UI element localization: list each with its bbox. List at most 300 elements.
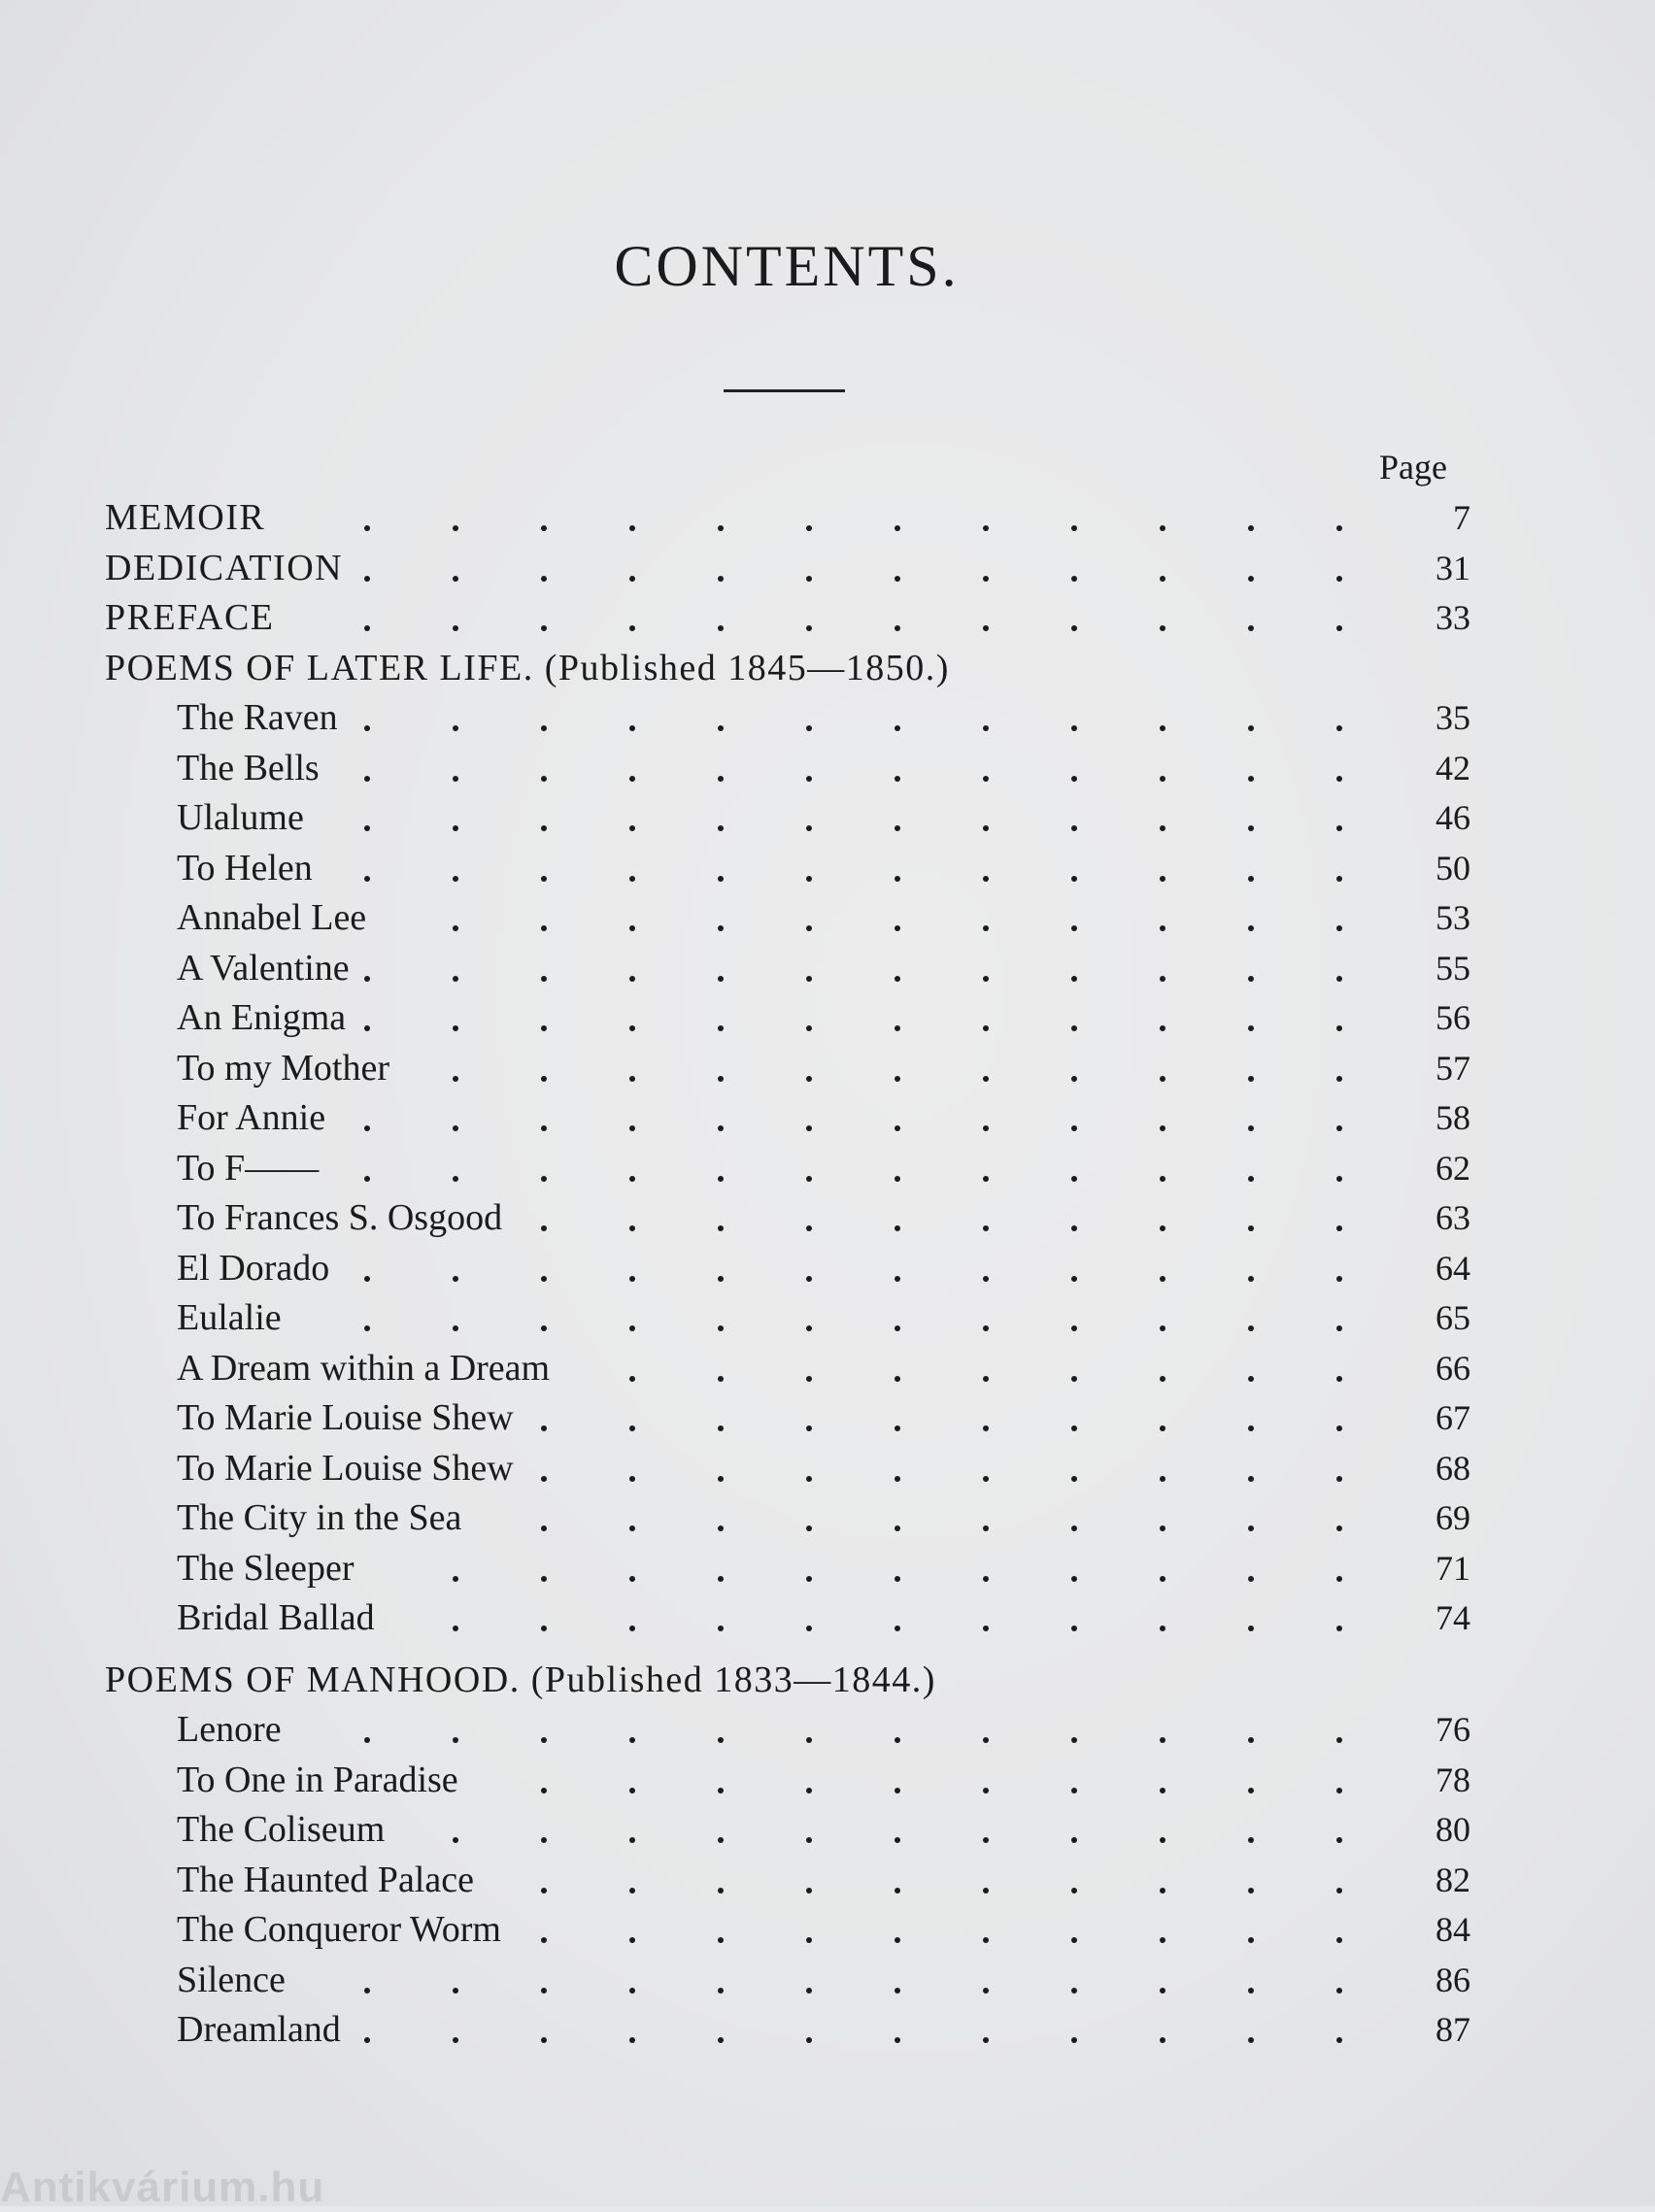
toc-entry xyxy=(0,644,1655,694)
leader-dot xyxy=(1071,1525,1077,1531)
leader-dot xyxy=(1160,925,1165,931)
leader-dot xyxy=(1071,1176,1077,1182)
leader-dot xyxy=(541,1888,547,1894)
toc-entry xyxy=(0,1544,1655,1594)
page-column-label: Page xyxy=(1379,448,1447,486)
leader-dot xyxy=(629,1425,635,1431)
leader-dot xyxy=(718,1937,724,1943)
leader-dot xyxy=(718,1425,724,1431)
leader-dot xyxy=(983,1076,989,1082)
leader-dot xyxy=(1071,825,1077,831)
leader-dot xyxy=(806,725,812,731)
toc-entry xyxy=(0,793,1655,844)
toc-page-number: 53 xyxy=(1435,898,1470,937)
toc-entry xyxy=(0,1905,1655,1956)
leader-dot xyxy=(1071,1276,1077,1282)
toc-entry-title: The Sleeper xyxy=(177,1547,355,1589)
toc-entry-title: To F—— xyxy=(177,1147,320,1189)
toc-page-number: 33 xyxy=(1435,598,1470,637)
leader-dot xyxy=(718,1525,724,1531)
leader-dot xyxy=(1248,925,1254,931)
dot-leader xyxy=(291,1144,1344,1194)
leader-dot xyxy=(1160,976,1165,982)
leader-dot xyxy=(718,2037,724,2043)
leader-dot xyxy=(629,1325,635,1331)
leader-dot xyxy=(718,576,724,582)
leader-dot xyxy=(541,1476,547,1482)
leader-dot xyxy=(806,776,812,782)
toc-entry-title: Bridal Ballad xyxy=(177,1597,375,1638)
leader-dot xyxy=(541,1176,547,1182)
leader-dot xyxy=(1071,1125,1077,1131)
leader-dot xyxy=(718,1888,724,1894)
toc-page-number: 80 xyxy=(1435,1810,1470,1849)
toc-entry xyxy=(0,1493,1655,1544)
leader-dot xyxy=(1336,576,1342,582)
leader-dot xyxy=(1336,1276,1342,1282)
leader-dot xyxy=(1160,1276,1165,1282)
leader-dot xyxy=(895,1837,900,1843)
toc-page-number: 56 xyxy=(1435,998,1470,1037)
toc-entry xyxy=(0,1593,1655,1644)
leader-dot xyxy=(364,725,370,731)
leader-dot xyxy=(541,925,547,931)
leader-dot xyxy=(541,525,547,531)
toc-entry xyxy=(0,1344,1655,1394)
toc-page-number: 57 xyxy=(1435,1048,1470,1088)
toc-entry xyxy=(0,1093,1655,1144)
leader-dot xyxy=(541,1325,547,1331)
toc-entry xyxy=(0,1044,1655,1094)
toc-entry xyxy=(0,1705,1655,1756)
leader-dot xyxy=(629,1837,635,1843)
leader-dot xyxy=(1336,1788,1342,1793)
leader-dot xyxy=(541,1737,547,1743)
leader-dot xyxy=(718,625,724,631)
leader-dot xyxy=(453,976,458,982)
page-title: CONTENTS. xyxy=(614,234,960,298)
leader-dot xyxy=(1336,1937,1342,1943)
leader-dot xyxy=(629,1576,635,1582)
leader-dot xyxy=(364,1737,370,1743)
leader-dot xyxy=(541,1076,547,1082)
leader-dot xyxy=(629,1525,635,1531)
toc-entry-title: To Marie Louise Shew xyxy=(177,1447,514,1489)
leader-dot xyxy=(1160,1425,1165,1431)
leader-dot xyxy=(1336,925,1342,931)
leader-dot xyxy=(364,625,370,631)
leader-dot xyxy=(806,1425,812,1431)
toc-page-number: 86 xyxy=(1435,1960,1470,1999)
toc-entry xyxy=(0,1244,1655,1294)
leader-dot xyxy=(364,1325,370,1331)
leader-dot xyxy=(1248,1076,1254,1082)
toc-entry xyxy=(0,893,1655,944)
leader-dot xyxy=(541,1125,547,1131)
dot-leader xyxy=(291,1593,1344,1644)
leader-dot xyxy=(1336,1837,1342,1843)
leader-dot xyxy=(895,1988,900,1994)
leader-dot xyxy=(541,1225,547,1231)
leader-dot xyxy=(983,625,989,631)
dot-leader xyxy=(291,1805,1344,1856)
leader-dot xyxy=(1336,725,1342,731)
leader-dot xyxy=(806,1788,812,1793)
leader-dot xyxy=(806,1176,812,1182)
leader-dot xyxy=(541,1788,547,1793)
leader-dot xyxy=(718,525,724,531)
toc-entry-title: The Raven xyxy=(177,697,338,738)
toc-entry-title: Eulalie xyxy=(177,1297,282,1338)
leader-dot xyxy=(1336,776,1342,782)
leader-dot xyxy=(1336,976,1342,982)
leader-dot xyxy=(364,525,370,531)
leader-dot xyxy=(806,1125,812,1131)
toc-entry xyxy=(0,744,1655,794)
leader-dot xyxy=(1248,1425,1254,1431)
leader-dot xyxy=(1248,776,1254,782)
leader-dot xyxy=(1248,1225,1254,1231)
toc-entry-title: MEMOIR xyxy=(105,497,266,538)
leader-dot xyxy=(1248,1025,1254,1031)
leader-dot xyxy=(1336,525,1342,531)
dot-leader xyxy=(291,1956,1344,2006)
toc-page-number: 74 xyxy=(1435,1598,1470,1637)
table-of-contents xyxy=(0,493,1655,2056)
dot-leader xyxy=(291,1244,1344,1294)
leader-dot xyxy=(1248,1988,1254,1994)
leader-dot xyxy=(541,625,547,631)
leader-dot xyxy=(453,825,458,831)
toc-entry-title: To Frances S. Osgood xyxy=(177,1197,503,1238)
toc-page-number: 67 xyxy=(1435,1398,1470,1437)
leader-dot xyxy=(895,1476,900,1482)
toc-page-number: 65 xyxy=(1435,1298,1470,1337)
dot-leader xyxy=(291,1293,1344,1344)
leader-dot xyxy=(1336,876,1342,882)
leader-dot xyxy=(629,776,635,782)
leader-dot xyxy=(983,1025,989,1031)
leader-dot xyxy=(629,1476,635,1482)
toc-entry-title: A Dream within a Dream xyxy=(177,1347,551,1389)
leader-dot xyxy=(806,876,812,882)
leader-dot xyxy=(718,976,724,982)
leader-dot xyxy=(983,1225,989,1231)
leader-dot xyxy=(983,1888,989,1894)
toc-page-number: 35 xyxy=(1435,698,1470,737)
leader-dot xyxy=(453,525,458,531)
leader-dot xyxy=(806,1576,812,1582)
toc-entry-title: The Haunted Palace xyxy=(177,1859,474,1900)
leader-dot xyxy=(1336,1988,1342,1994)
leader-dot xyxy=(629,1376,635,1382)
leader-dot xyxy=(629,625,635,631)
toc-entry xyxy=(0,1393,1655,1444)
toc-entry-title: To my Mother xyxy=(177,1047,389,1089)
leader-dot xyxy=(718,1625,724,1631)
leader-dot xyxy=(364,1125,370,1131)
dot-leader xyxy=(291,493,1344,544)
leader-dot xyxy=(1248,1737,1254,1743)
toc-page-number: 7 xyxy=(1453,498,1470,537)
leader-dot xyxy=(1071,876,1077,882)
toc-entry xyxy=(0,693,1655,744)
leader-dot xyxy=(1248,1325,1254,1331)
toc-page-number: 31 xyxy=(1435,548,1470,587)
dot-leader xyxy=(291,993,1344,1044)
leader-dot xyxy=(718,825,724,831)
leader-dot xyxy=(1336,1025,1342,1031)
leader-dot xyxy=(629,525,635,531)
leader-dot xyxy=(983,1737,989,1743)
toc-entry-title: A Valentine xyxy=(177,947,350,989)
leader-dot xyxy=(806,1888,812,1894)
leader-dot xyxy=(629,1937,635,1943)
leader-dot xyxy=(1336,825,1342,831)
leader-dot xyxy=(453,776,458,782)
leader-dot xyxy=(541,976,547,982)
leader-dot xyxy=(983,1988,989,1994)
leader-dot xyxy=(1071,1737,1077,1743)
toc-page-number: 68 xyxy=(1435,1448,1470,1488)
leader-dot xyxy=(453,2037,458,2043)
toc-page-number: 84 xyxy=(1435,1910,1470,1949)
dot-leader xyxy=(291,544,1344,594)
toc-page-number: 42 xyxy=(1435,748,1470,788)
toc-entry-title: To One in Paradise xyxy=(177,1759,458,1800)
leader-dot xyxy=(1071,925,1077,931)
leader-dot xyxy=(541,1276,547,1282)
leader-dot xyxy=(1160,1376,1165,1382)
toc-page-number: 76 xyxy=(1435,1710,1470,1749)
leader-dot xyxy=(806,1276,812,1282)
leader-dot xyxy=(718,1988,724,1994)
toc-entry xyxy=(0,1656,1655,1706)
toc-entry-title: DEDICATION xyxy=(105,547,344,588)
toc-entry-title: For Annie xyxy=(177,1097,326,1138)
dot-leader xyxy=(291,1093,1344,1144)
toc-page-number: 63 xyxy=(1435,1198,1470,1237)
leader-dot xyxy=(1248,725,1254,731)
leader-dot xyxy=(895,1937,900,1943)
leader-dot xyxy=(1248,1937,1254,1943)
leader-dot xyxy=(718,1376,724,1382)
leader-dot xyxy=(895,1125,900,1131)
leader-dot xyxy=(1071,776,1077,782)
toc-entry-title: Annabel Lee xyxy=(177,897,367,938)
leader-dot xyxy=(1336,625,1342,631)
leader-dot xyxy=(718,1225,724,1231)
leader-dot xyxy=(895,1788,900,1793)
leader-dot xyxy=(1071,1425,1077,1431)
leader-dot xyxy=(541,1937,547,1943)
leader-dot xyxy=(541,1988,547,1994)
leader-dot xyxy=(983,1576,989,1582)
dot-leader xyxy=(291,844,1344,894)
leader-dot xyxy=(629,1988,635,1994)
leader-dot xyxy=(364,1276,370,1282)
leader-dot xyxy=(983,1937,989,1943)
leader-dot xyxy=(1336,1576,1342,1582)
toc-entry-title: To Helen xyxy=(177,847,313,888)
leader-dot xyxy=(1160,1888,1165,1894)
leader-dot xyxy=(629,1225,635,1231)
toc-page-number: 55 xyxy=(1435,948,1470,988)
toc-entry xyxy=(0,1756,1655,1806)
leader-dot xyxy=(983,725,989,731)
leader-dot xyxy=(541,1625,547,1631)
dot-leader xyxy=(291,1544,1344,1594)
leader-dot xyxy=(629,976,635,982)
leader-dot xyxy=(1248,1888,1254,1894)
dot-leader xyxy=(291,893,1344,944)
leader-dot xyxy=(1160,825,1165,831)
dot-leader xyxy=(291,2005,1344,2056)
leader-dot xyxy=(806,1937,812,1943)
leader-dot xyxy=(806,1988,812,1994)
toc-entry-title: Ulalume xyxy=(177,797,304,838)
leader-dot xyxy=(1160,2037,1165,2043)
toc-page-number: 87 xyxy=(1435,2010,1470,2049)
leader-dot xyxy=(453,1025,458,1031)
toc-entry-title: Lenore xyxy=(177,1709,282,1750)
toc-page-number: 64 xyxy=(1435,1248,1470,1288)
leader-dot xyxy=(1071,1076,1077,1082)
leader-dot xyxy=(1071,1837,1077,1843)
leader-dot xyxy=(718,1125,724,1131)
leader-dot xyxy=(453,1625,458,1631)
leader-dot xyxy=(718,725,724,731)
leader-dot xyxy=(364,1988,370,1994)
leader-dot xyxy=(983,1476,989,1482)
leader-dot xyxy=(895,1376,900,1382)
leader-dot xyxy=(629,825,635,831)
leader-dot xyxy=(1160,1325,1165,1331)
leader-dot xyxy=(1160,725,1165,731)
leader-dot xyxy=(1248,1176,1254,1182)
leader-dot xyxy=(718,1476,724,1482)
leader-dot xyxy=(895,1025,900,1031)
leader-dot xyxy=(983,825,989,831)
leader-dot xyxy=(983,876,989,882)
leader-dot xyxy=(1248,625,1254,631)
dot-leader xyxy=(291,593,1344,644)
leader-dot xyxy=(1071,1937,1077,1943)
leader-dot xyxy=(453,725,458,731)
leader-dot xyxy=(1336,1376,1342,1382)
leader-dot xyxy=(718,1076,724,1082)
leader-dot xyxy=(1248,1625,1254,1631)
leader-dot xyxy=(1336,1888,1342,1894)
leader-dot xyxy=(983,1176,989,1182)
leader-dot xyxy=(983,1837,989,1843)
leader-dot xyxy=(1248,1788,1254,1793)
leader-dot xyxy=(1248,1125,1254,1131)
leader-dot xyxy=(629,925,635,931)
leader-dot xyxy=(983,576,989,582)
leader-dot xyxy=(806,1225,812,1231)
leader-dot xyxy=(1248,1276,1254,1282)
leader-dot xyxy=(1160,1937,1165,1943)
leader-dot xyxy=(806,576,812,582)
leader-dot xyxy=(453,876,458,882)
leader-dot xyxy=(895,776,900,782)
leader-dot xyxy=(453,1125,458,1131)
leader-dot xyxy=(806,1325,812,1331)
leader-dot xyxy=(1160,1225,1165,1231)
toc-entry xyxy=(0,844,1655,894)
leader-dot xyxy=(1071,1025,1077,1031)
watermark: Antikvárium.hu xyxy=(0,2163,325,2211)
leader-dot xyxy=(629,1788,635,1793)
leader-dot xyxy=(895,1076,900,1082)
leader-dot xyxy=(1071,1888,1077,1894)
leader-dot xyxy=(1248,1525,1254,1531)
leader-dot xyxy=(1071,1576,1077,1582)
leader-dot xyxy=(983,925,989,931)
leader-dot xyxy=(1336,1176,1342,1182)
leader-dot xyxy=(1160,776,1165,782)
leader-dot xyxy=(364,976,370,982)
leader-dot xyxy=(1160,1625,1165,1631)
leader-dot xyxy=(453,625,458,631)
leader-dot xyxy=(629,2037,635,2043)
leader-dot xyxy=(718,1788,724,1793)
leader-dot xyxy=(983,1125,989,1131)
toc-entry xyxy=(0,1444,1655,1494)
leader-dot xyxy=(895,625,900,631)
leader-dot xyxy=(541,1576,547,1582)
leader-dot xyxy=(1160,525,1165,531)
leader-dot xyxy=(1071,725,1077,731)
leader-dot xyxy=(629,876,635,882)
leader-dot xyxy=(1336,1325,1342,1331)
toc-entry xyxy=(0,1193,1655,1244)
leader-dot xyxy=(718,1576,724,1582)
leader-dot xyxy=(1336,1225,1342,1231)
leader-dot xyxy=(453,1576,458,1582)
toc-entry xyxy=(0,944,1655,994)
leader-dot xyxy=(895,976,900,982)
leader-dot xyxy=(629,1176,635,1182)
leader-dot xyxy=(629,725,635,731)
leader-dot xyxy=(541,1425,547,1431)
leader-dot xyxy=(718,1837,724,1843)
leader-dot xyxy=(806,1476,812,1482)
leader-dot xyxy=(806,1025,812,1031)
leader-dot xyxy=(453,1325,458,1331)
leader-dot xyxy=(453,1076,458,1082)
leader-dot xyxy=(895,1276,900,1282)
leader-dot xyxy=(541,725,547,731)
leader-dot xyxy=(1336,1737,1342,1743)
leader-dot xyxy=(453,1837,458,1843)
leader-dot xyxy=(718,925,724,931)
leader-dot xyxy=(541,876,547,882)
leader-dot xyxy=(895,576,900,582)
leader-dot xyxy=(541,825,547,831)
leader-dot xyxy=(983,776,989,782)
leader-dot xyxy=(1248,976,1254,982)
leader-dot xyxy=(983,1276,989,1282)
toc-entry xyxy=(0,1144,1655,1194)
toc-entry-title: PREFACE xyxy=(105,597,275,638)
leader-dot xyxy=(629,576,635,582)
leader-dot xyxy=(1248,576,1254,582)
leader-dot xyxy=(806,1525,812,1531)
leader-dot xyxy=(718,1737,724,1743)
leader-dot xyxy=(364,576,370,582)
